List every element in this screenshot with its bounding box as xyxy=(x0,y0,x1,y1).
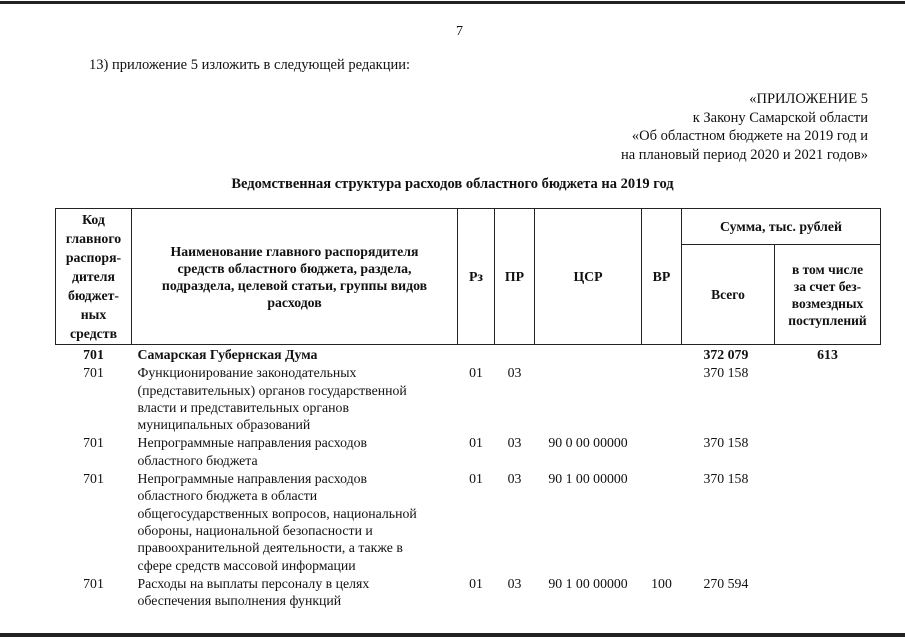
cell-name-line: муниципальных образований xyxy=(137,417,311,433)
table-row xyxy=(56,574,881,610)
header-code-line: средств xyxy=(69,326,118,341)
cell-name-line: Самарская Губернская Дума xyxy=(137,347,318,362)
cell-name-line: Функционирование законодательных xyxy=(137,365,357,381)
header-vr: ВР xyxy=(642,209,682,345)
cell-name-line: власти и представительных органов xyxy=(137,399,349,415)
cell-name-line: общегосударственных вопросов, национальной xyxy=(137,505,417,521)
cell-rz xyxy=(458,345,495,364)
cell-pr: 03 xyxy=(507,435,522,451)
page-number: 7 xyxy=(456,24,463,39)
cell-gratuitous xyxy=(775,433,881,469)
top-border-line xyxy=(0,1,905,4)
cell-code: 701 xyxy=(83,435,104,451)
cell-code: 701 xyxy=(83,365,104,381)
table-body xyxy=(56,345,881,610)
document-title: Ведомственная структура расходов областного бюджета на 2019 год xyxy=(231,176,674,192)
cell-gratuitous: 613 xyxy=(817,347,838,362)
header-gratuitous xyxy=(775,245,881,345)
cell-vr xyxy=(642,433,682,469)
header-name-line: Наименование главного распорядителя xyxy=(170,243,419,259)
cell-csr xyxy=(535,363,642,433)
table-row xyxy=(56,363,881,433)
cell-name xyxy=(132,469,458,574)
cell-name-line: областного бюджета в области xyxy=(137,488,318,504)
header-total: Всего xyxy=(682,245,775,345)
cell-name-line: правоохранительной деятельности, а также в xyxy=(137,540,403,556)
cell-total: 370 158 xyxy=(703,471,749,487)
table-row xyxy=(56,433,881,469)
header-name xyxy=(132,209,458,345)
appendix-line: к Закону Самарской области xyxy=(692,109,868,126)
cell-gratuitous xyxy=(775,469,881,574)
table-header xyxy=(56,209,881,345)
cell-pr xyxy=(495,345,535,364)
header-code-line: распоря- xyxy=(65,250,122,265)
header-code-line: Код xyxy=(82,212,105,227)
cell-code: 701 xyxy=(83,471,104,487)
cell-vr: 100 xyxy=(651,575,672,591)
appendix-line: «ПРИЛОЖЕНИЕ 5 xyxy=(749,91,868,107)
cell-rz: 01 xyxy=(469,435,483,451)
cell-csr: 90 1 00 00000 xyxy=(548,575,628,591)
header-code xyxy=(56,209,132,345)
cell-name xyxy=(132,363,458,433)
header-sum-group: Сумма, тыс. рублей xyxy=(682,209,881,245)
cell-vr xyxy=(642,345,682,364)
cell-name-line: обороны, национальной безопасности и xyxy=(137,522,373,538)
cell-rz: 01 xyxy=(469,471,483,487)
cell-name xyxy=(132,574,458,610)
header-gratuitous-line: в том числе xyxy=(791,261,864,277)
header-gratuitous-line: возмездных xyxy=(791,295,864,311)
cell-name-line: Непрограммные направления расходов xyxy=(137,435,368,451)
cell-code: 701 xyxy=(83,347,104,362)
cell-name-line: обеспечения выполнения функций xyxy=(137,593,342,609)
cell-total: 370 158 xyxy=(703,435,749,451)
cell-csr: 90 0 00 00000 xyxy=(548,435,628,451)
header-name-line: средств областного бюджета, раздела, xyxy=(177,260,412,276)
cell-pr: 03 xyxy=(507,575,522,591)
cell-total: 370 158 xyxy=(703,365,749,381)
cell-name xyxy=(132,433,458,469)
cell-gratuitous xyxy=(775,574,881,610)
cell-rz: 01 xyxy=(469,575,483,591)
cell-csr xyxy=(535,345,642,364)
cell-name-line: областного бюджета xyxy=(137,452,258,468)
budget-table xyxy=(55,208,881,609)
header-gratuitous-line: за счет без- xyxy=(793,278,862,294)
cell-pr: 03 xyxy=(507,471,522,487)
header-code-line: главного xyxy=(65,231,122,246)
header-csr: ЦСР xyxy=(535,209,642,345)
cell-vr xyxy=(642,363,682,433)
appendix-heading xyxy=(621,90,868,164)
header-code-line: дителя xyxy=(71,269,116,284)
cell-name xyxy=(132,345,458,364)
appendix-line: «Об областном бюджете на 2019 год и xyxy=(631,128,868,144)
header-code-line: бюджет- xyxy=(68,288,119,303)
header-rz: Рз xyxy=(458,209,495,345)
cell-vr xyxy=(642,469,682,574)
cell-pr: 03 xyxy=(507,365,522,381)
bottom-border-line xyxy=(0,633,905,637)
header-pr: ПР xyxy=(495,209,535,345)
appendix-line: на плановый период 2020 и 2021 годов» xyxy=(620,146,868,163)
header-gratuitous-line: поступлений xyxy=(788,312,867,328)
header-name-line: подраздела, целевой статьи, группы видов xyxy=(161,277,428,293)
cell-total: 270 594 xyxy=(703,575,749,591)
header-code-line: ных xyxy=(80,307,107,322)
cell-name-line: сфере средств массовой информации xyxy=(137,557,356,573)
cell-total: 372 079 xyxy=(703,347,749,362)
cell-gratuitous xyxy=(775,363,881,433)
table-row xyxy=(56,345,881,364)
cell-rz: 01 xyxy=(469,365,483,381)
cell-name-line: Непрограммные направления расходов xyxy=(137,471,368,487)
cell-code: 701 xyxy=(83,575,104,591)
intro-paragraph: 13) приложение 5 изложить в следующей редакции: xyxy=(89,57,411,73)
table-row xyxy=(56,469,881,574)
cell-name-line: (представительных) органов государственной xyxy=(137,382,407,398)
header-name-line: расходов xyxy=(267,294,322,310)
cell-csr: 90 1 00 00000 xyxy=(548,471,628,487)
cell-name-line: Расходы на выплаты персоналу в целях xyxy=(137,575,370,591)
